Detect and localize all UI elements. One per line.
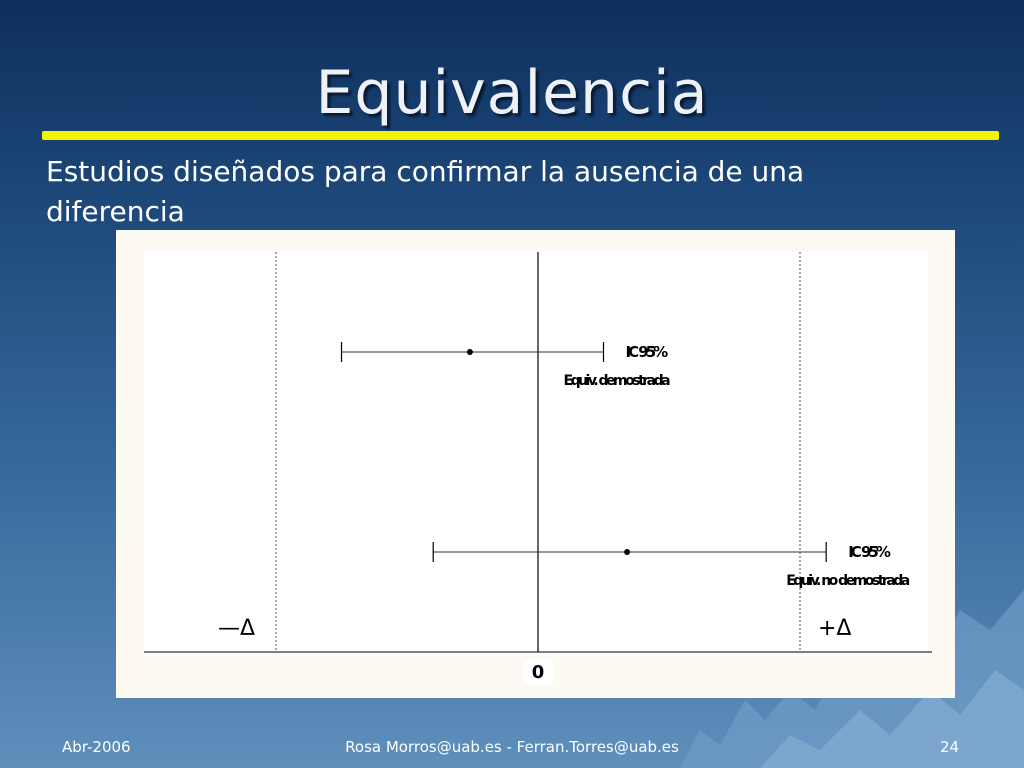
slide-subtitle: Estudios diseñados para confirmar la ausencia de una diferencia xyxy=(46,155,805,228)
slide-title: Equivalencia xyxy=(315,58,709,128)
lower-margin-label xyxy=(218,616,255,641)
x-tick-label-zero: 0 xyxy=(531,662,545,683)
footer-date: Abr-2006 xyxy=(62,738,131,756)
plot-area xyxy=(144,252,928,652)
title-underline xyxy=(42,131,999,140)
ci-label: IC 95% xyxy=(848,543,888,561)
lower-margin-text: —Δ xyxy=(218,616,256,641)
footer-page-number: 24 xyxy=(940,738,960,756)
upper-margin-text: +Δ xyxy=(818,616,852,641)
point-estimate xyxy=(467,349,473,355)
ci-label: IC 95% xyxy=(625,343,666,361)
interval-annotation: Equiv. demostrada xyxy=(563,373,669,389)
interval-annotation: Equiv. no demostrada xyxy=(786,573,908,589)
footer-authors: Rosa Morros@uab.es - Ferran.Torres@uab.es xyxy=(345,738,679,756)
chart-panel xyxy=(116,230,955,698)
point-estimate xyxy=(624,549,630,555)
upper-margin-label xyxy=(818,616,851,641)
forest-plot xyxy=(116,230,955,698)
